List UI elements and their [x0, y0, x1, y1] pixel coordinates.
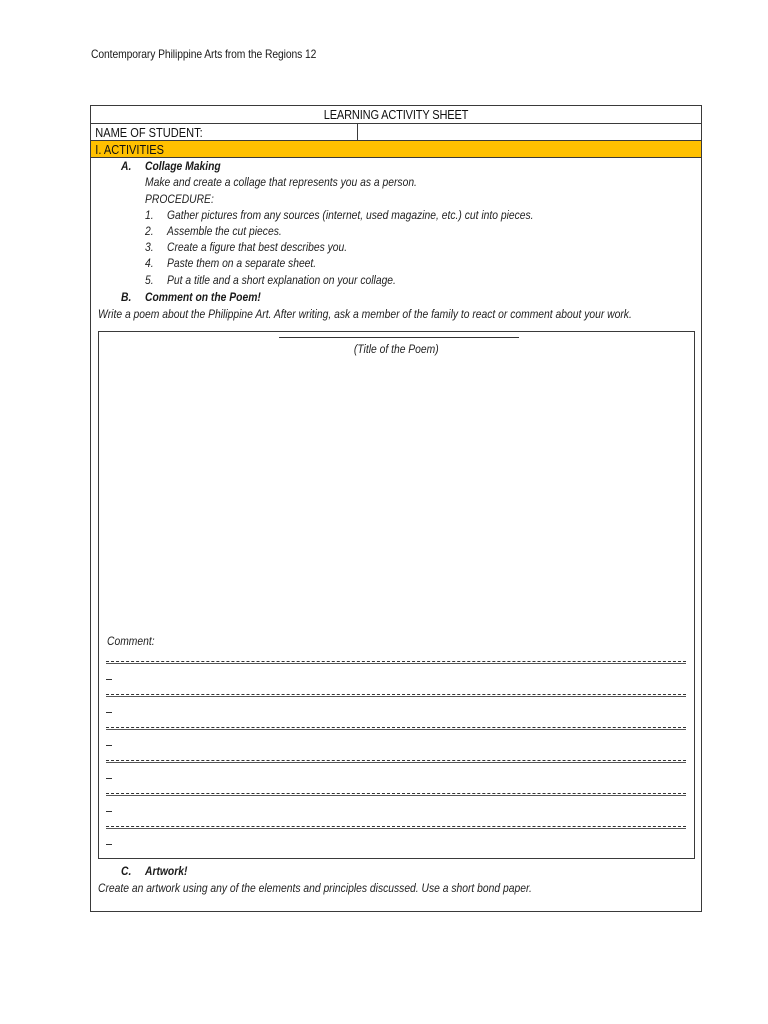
step-number: 5.	[145, 273, 154, 287]
step-text: Create a figure that best describes you.	[167, 240, 348, 254]
comment-line-continuation	[106, 844, 112, 845]
comment-line[interactable]	[106, 661, 686, 662]
activities-heading: I. ACTIVITIES	[95, 142, 165, 157]
activity-c-instruction: Create an artwork using any of the elements and principles discussed. Use a short bond paper.	[98, 881, 532, 895]
poem-writing-box[interactable]	[98, 331, 695, 859]
comment-line-continuation	[106, 712, 112, 713]
activity-c-title: Artwork!	[145, 864, 188, 878]
step-text: Paste them on a separate sheet.	[167, 256, 317, 270]
procedure-label: PROCEDURE:	[145, 192, 214, 206]
student-name-label-cell	[91, 124, 358, 140]
sheet-title: LEARNING ACTIVITY SHEET	[323, 107, 469, 122]
step-number: 2.	[145, 224, 154, 238]
student-name-row	[91, 124, 701, 141]
comment-line[interactable]	[106, 760, 686, 761]
comment-line[interactable]	[106, 793, 686, 794]
activities-section-header	[91, 141, 701, 158]
comment-line-continuation	[106, 811, 112, 812]
step-number: 1.	[145, 208, 154, 222]
activity-a-description: Make and create a collage that represents you as a person.	[145, 175, 417, 189]
sheet-title-row	[91, 106, 701, 124]
activity-a-title: Collage Making	[145, 159, 221, 173]
step-number: 3.	[145, 240, 154, 254]
comment-label: Comment:	[107, 634, 155, 648]
activity-b-title: Comment on the Poem!	[145, 290, 261, 304]
student-name-field[interactable]	[358, 124, 701, 140]
step-text: Put a title and a short explanation on your collage.	[167, 273, 396, 287]
activity-a-letter: A.	[121, 159, 132, 173]
comment-line-continuation	[106, 679, 112, 680]
activity-b-letter: B.	[121, 290, 132, 304]
comment-line[interactable]	[106, 694, 686, 695]
learning-activity-sheet	[90, 105, 702, 912]
running-header: Contemporary Philippine Arts from the Regions 12	[91, 47, 317, 61]
comment-line-continuation	[106, 745, 112, 746]
activity-b-instruction: Write a poem about the Philippine Art. After writing, ask a member of the family to react or comment about your work.	[98, 307, 632, 321]
poem-title-blank-line[interactable]	[279, 337, 519, 338]
student-name-label: NAME OF STUDENT:	[95, 125, 203, 140]
comment-line-continuation	[106, 778, 112, 779]
activity-c-letter: C.	[121, 864, 132, 878]
comment-line[interactable]	[106, 826, 686, 827]
poem-body-area[interactable]	[107, 364, 686, 624]
comment-line[interactable]	[106, 727, 686, 728]
step-text: Gather pictures from any sources (internet, used magazine, etc.) cut into pieces.	[167, 208, 534, 222]
poem-title-caption-row	[99, 342, 694, 356]
poem-title-caption: (Title of the Poem)	[354, 342, 439, 356]
step-text: Assemble the cut pieces.	[167, 224, 282, 238]
step-number: 4.	[145, 256, 154, 270]
